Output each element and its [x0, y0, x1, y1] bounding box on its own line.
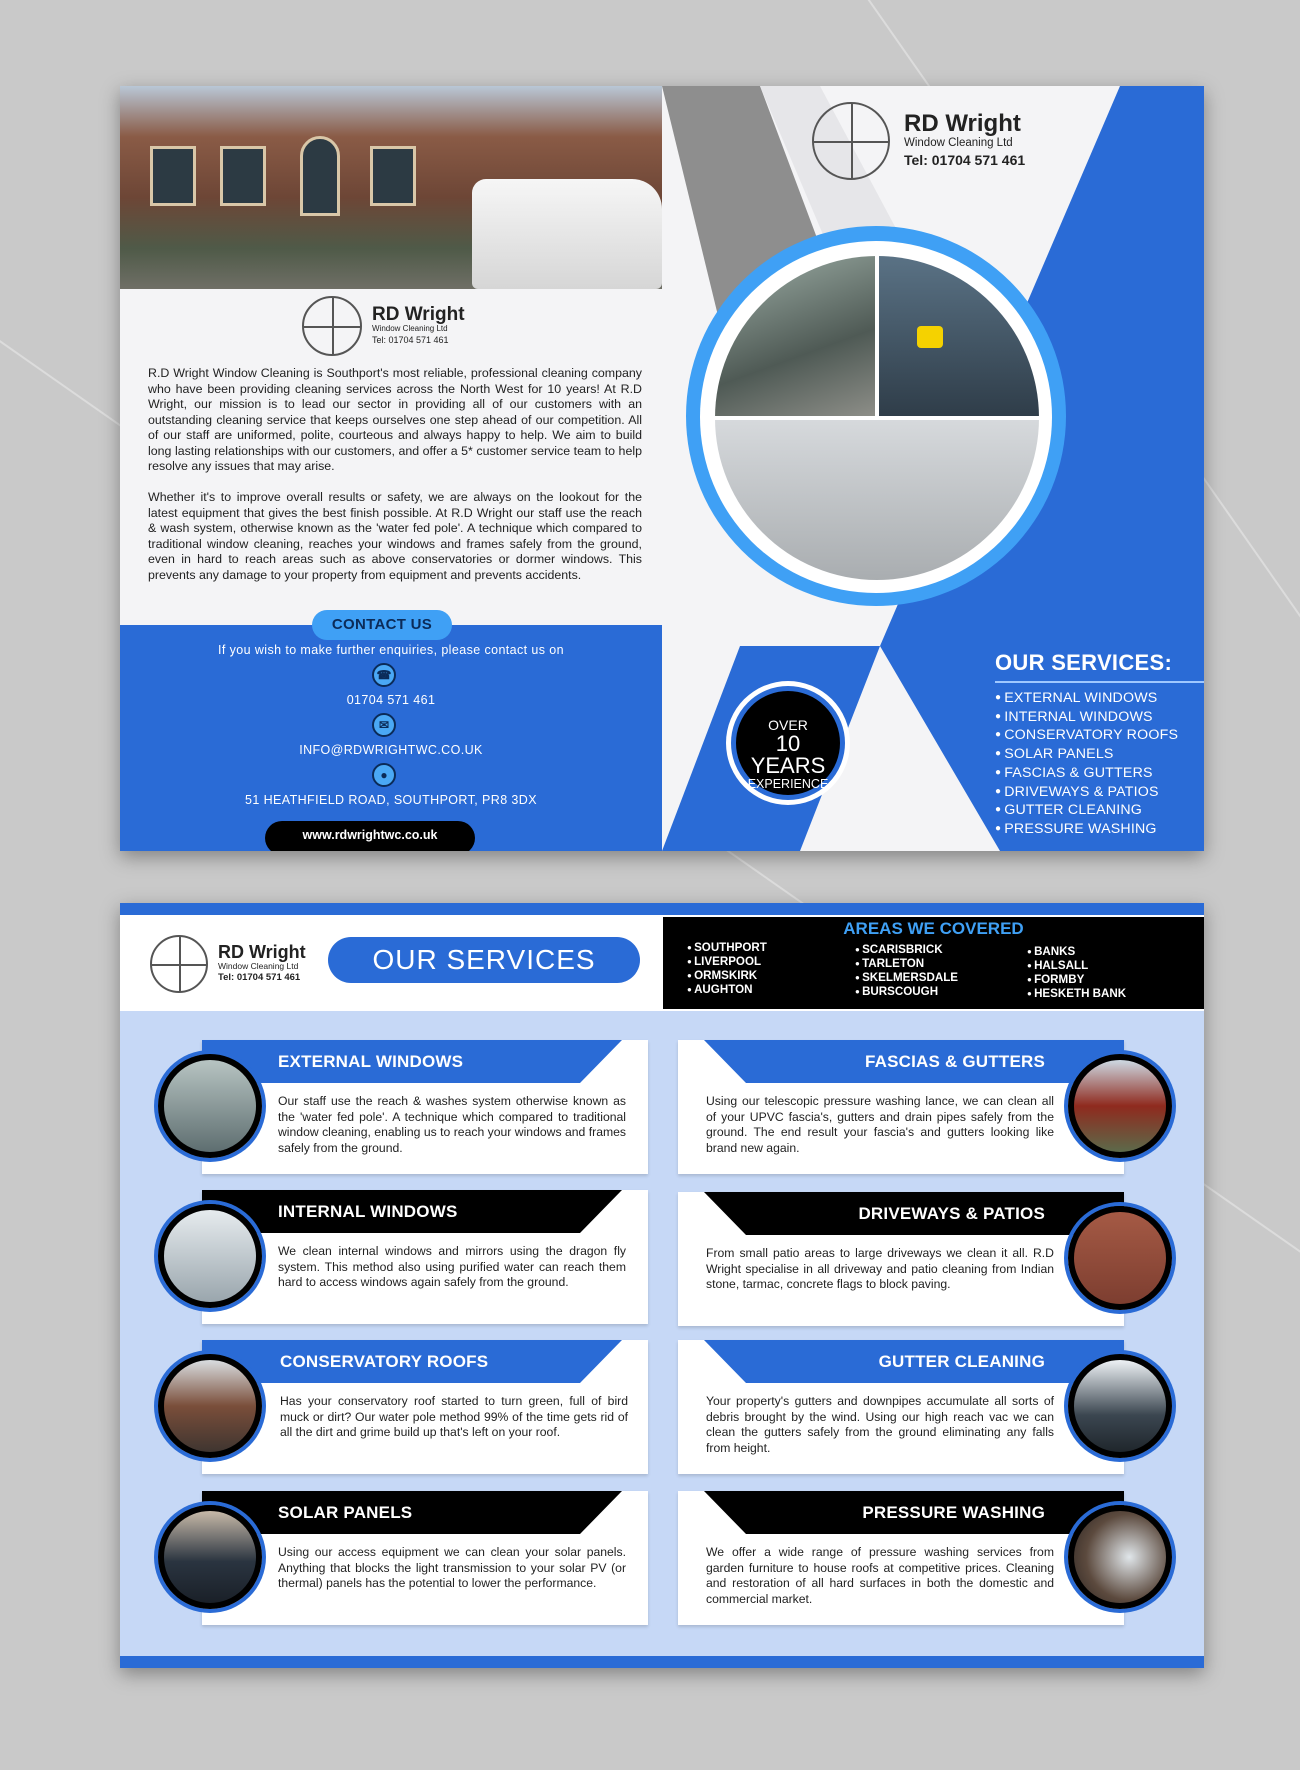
area-item: ● LIVERPOOL [687, 955, 767, 969]
area-item: ● HALSALL [1027, 959, 1126, 973]
back-logo [150, 935, 306, 993]
crosshair-logo-icon [302, 296, 362, 356]
area-item: ● TARLETON [855, 957, 958, 971]
conservatory-interior-photo [158, 1204, 262, 1308]
experience-line-1: OVER [768, 717, 808, 733]
service-item: ● EXTERNAL WINDOWS [995, 689, 1178, 708]
card-title: DRIVEWAYS & PATIOS [858, 1204, 1045, 1223]
area-item: ● SCARISBRICK [855, 943, 958, 957]
brick-house-photo [158, 1354, 262, 1458]
area-item: ● ORMSKIRK [687, 969, 767, 983]
service-card-conservatory-roofs [202, 1340, 647, 1474]
services-divider [995, 681, 1204, 683]
contact-panel [120, 625, 662, 851]
solar-roof-photo [158, 1505, 262, 1609]
service-item: ● DRIVEWAYS & PATIOS [995, 783, 1178, 802]
services-title: OUR SERVICES: [995, 650, 1173, 675]
area-item: ● SOUTHPORT [687, 941, 767, 955]
areas-covered-panel [663, 917, 1204, 1009]
area-item: ● AUGHTON [687, 983, 767, 997]
service-card-driveways-patios [678, 1192, 1123, 1326]
service-item: ● INTERNAL WINDOWS [995, 708, 1178, 727]
brochure-front [120, 86, 1204, 851]
brand-name: RD Wright [218, 942, 306, 963]
services-photo-collage [715, 256, 1039, 580]
location-pin-icon: ● [372, 763, 396, 787]
bottom-band [120, 1656, 1204, 1668]
area-item: ● SKELMERSDALE [855, 971, 958, 985]
red-barn-photo [1068, 1054, 1172, 1158]
crosshair-logo-icon [150, 935, 208, 993]
brand-tel: Tel: 01704 571 461 [372, 334, 449, 345]
floor-washing-photo [715, 420, 1039, 580]
block-paving-photo [1068, 1206, 1172, 1310]
experience-line-2: 10 YEARS [750, 731, 826, 778]
brochure-back [120, 903, 1204, 1668]
service-item: ● SOLAR PANELS [995, 745, 1178, 764]
card-title: CONSERVATORY ROOFS [280, 1352, 489, 1371]
brand-subtitle: Window Cleaning Ltd [372, 324, 448, 334]
website-link[interactable]: www.rdwrightwc.co.uk [265, 821, 475, 851]
areas-column-1 [687, 941, 767, 997]
email-icon: ✉ [372, 713, 396, 737]
card-title: GUTTER CLEANING [878, 1352, 1045, 1371]
card-title: INTERNAL WINDOWS [278, 1202, 458, 1221]
brand-subtitle: Window Cleaning Ltd [904, 137, 1013, 150]
service-item: ● FASCIAS & GUTTERS [995, 764, 1178, 783]
crosshair-logo-icon [812, 102, 890, 180]
area-item: ● HESKETH BANK [1027, 987, 1126, 1001]
areas-column-3 [1027, 945, 1126, 1001]
card-description: Using our telescopic pressure washing lance, we can clean all of your UPVC fascia's, gutters and drain pipes safely from the ground. The end result your fascia's and gutters looking like brand new again. [706, 1094, 1054, 1155]
contact-line: If you wish to make further enquiries, please contact us on [218, 643, 564, 657]
areas-column-2 [855, 943, 958, 999]
contact-us-button[interactable]: CONTACT US [312, 610, 452, 640]
card-description: Our staff use the reach & washes system otherwise known as the 'water fed pole'. A technique which compared to traditional window cleaning, enabling us to reach your windows and frames safely from the ground. [278, 1094, 626, 1155]
areas-title: AREAS WE COVERED [843, 919, 1024, 938]
experience-badge [731, 686, 845, 800]
contact-phone[interactable]: 01704 571 461 [346, 693, 436, 707]
card-description: We clean internal windows and mirrors using the dragon fly system. This method also using purified water can reach them hard to access windows again safely from the ground. [278, 1244, 626, 1289]
experience-line-3: EXPERIENCE [747, 777, 829, 791]
card-description: From small patio areas to large driveways we clean it all. R.D Wright specialise in all driveway and patio cleaning from Indian stone, tarmac, concrete flags to block paving. [706, 1246, 1054, 1291]
intro-paragraph-2: Whether it's to improve overall results or safety, we are always on the lookout for the latest equipment that gives the best finish possible. At R.D Wright our staff use the reach & wash system, otherwise known as the 'water fed pole'. A technique which compared to traditional window cleaning, reaches your windows and frames safely from the ground, even in hard to reach areas such as above conservatories or dormer windows. This prevents any damage to your property from equipment and prevents accidents. [148, 490, 642, 582]
service-item: ● GUTTER CLEANING [995, 801, 1178, 820]
service-card-gutter-cleaning [678, 1340, 1123, 1474]
contact-email[interactable]: INFO@RDWRIGHTWC.CO.UK [299, 743, 483, 757]
front-right-logo [812, 102, 1025, 180]
card-title: PRESSURE WASHING [862, 1503, 1045, 1522]
card-description: Has your conservatory roof started to turn green, full of bird muck or dirt? Our water pole method 99% of the time gets rid of all the dirt and grime build up that's left on your roof. [280, 1394, 628, 1439]
card-title: FASCIAS & GUTTERS [864, 1052, 1045, 1071]
card-title: EXTERNAL WINDOWS [278, 1052, 464, 1071]
card-description: Using our access equipment we can clean your solar panels. Anything that blocks the light transmission to your solar PV (or thermal) panels has the potential to lower the performance. [278, 1545, 626, 1590]
shopfront-photo [158, 1054, 262, 1158]
service-card-internal-windows [202, 1190, 647, 1324]
area-item: ● BURSCOUGH [855, 985, 958, 999]
house-van-photo [120, 86, 662, 289]
top-band [120, 903, 1204, 915]
brand-tel: Tel: 01704 571 461 [904, 152, 1026, 169]
phone-icon: ☎ [372, 663, 396, 687]
card-description: We offer a wide range of pressure washing services from garden furniture to house roofs at competitive prices. Cleaning and restoration of all hard surfaces in both the domestic and commercial market. [706, 1545, 1054, 1606]
service-card-fascias-gutters [678, 1040, 1123, 1174]
service-item: ● CONSERVATORY ROOFS [995, 726, 1178, 745]
front-left-logo [302, 296, 465, 356]
our-services-heading: OUR SERVICES [328, 937, 640, 983]
intro-paragraph-1: R.D Wright Window Cleaning is Southport's most reliable, professional cleaning company who have been providing cleaning services across the North West for 10 years! At R.D Wright, our mission is to lead our sector in providing all of our customers with an outstanding cleaning service that keeps ourselves one step ahead of our competition. All of our staff are uniformed, polite, courteous and always happy to help. We aim to build long lasting relationships with our customers, and offer a 5* customer service team to help resolve any issues that may arise. [148, 366, 642, 473]
service-item: ● PRESSURE WASHING [995, 820, 1178, 839]
brand-name: RD Wright [904, 110, 1021, 138]
pressure-washer-photo [1068, 1505, 1172, 1609]
snowy-gutter-photo [1068, 1354, 1172, 1458]
card-description: Your property's gutters and downpipes accumulate all sorts of debris brought by the wind. Using our high reach vac we can clean the gutters safely from the ground eliminating any falls from height. [706, 1394, 1054, 1455]
area-item: ● BANKS [1027, 945, 1126, 959]
contact-address: 51 HEATHFIELD ROAD, SOUTHPORT, PR8 3DX [245, 793, 537, 807]
brand-name: RD Wright [372, 304, 465, 326]
brand-tel: Tel: 01704 571 461 [218, 972, 301, 984]
abseil-cleaner-photo [879, 256, 1039, 416]
brand-subtitle: Window Cleaning Ltd [218, 961, 299, 972]
service-card-solar-panels [202, 1491, 647, 1625]
card-title: SOLAR PANELS [278, 1503, 413, 1522]
services-list [995, 689, 1178, 839]
service-card-external-windows [202, 1040, 647, 1174]
area-item: ● FORMBY [1027, 973, 1126, 987]
glass-building-photo [715, 256, 875, 416]
service-card-pressure-washing [678, 1491, 1123, 1625]
